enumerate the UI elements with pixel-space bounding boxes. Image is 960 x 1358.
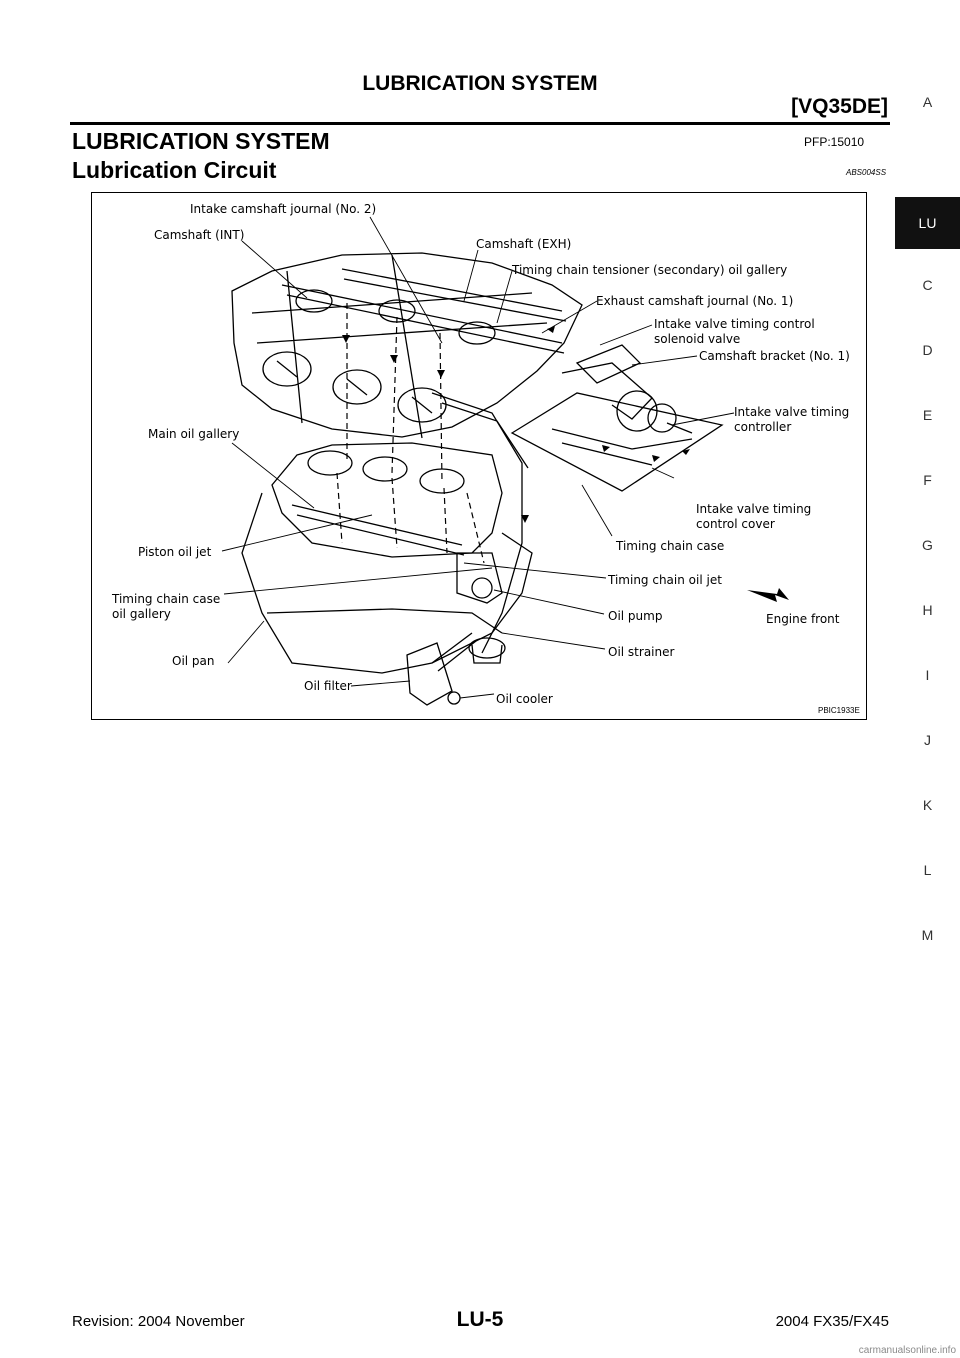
engine-diagram (92, 193, 866, 719)
label-timing-chain-case-2: Timing chain case (112, 592, 221, 606)
subsection-title: Lubrication Circuit (72, 157, 277, 183)
label-timing-chain-case: Timing chain case (616, 539, 725, 553)
tab-lu[interactable]: LU (895, 197, 960, 249)
label-oil-strainer: Oil strainer (608, 645, 675, 659)
label-timing-chain-oil-jet: Timing chain oil jet (608, 573, 722, 587)
label-oil-cooler: Oil cooler (496, 692, 553, 706)
subsection-ref: ABS004SS (846, 168, 887, 177)
label-oil-gallery: oil gallery (112, 607, 171, 621)
figure-id: PBIC1933E (818, 706, 860, 715)
label-oil-pump: Oil pump (608, 609, 663, 623)
footer-model: 2004 FX35/FX45 (775, 1313, 889, 1330)
label-engine-front: Engine front (766, 612, 840, 626)
label-intake-valve-timing: Intake valve timing (734, 405, 850, 419)
tab-d[interactable]: D (922, 342, 933, 358)
section-title: LUBRICATION SYSTEM (72, 128, 330, 154)
label-camshaft-int: Camshaft (INT) (154, 228, 245, 242)
running-header-title: LUBRICATION SYSTEM (362, 72, 598, 95)
label-timing-chain-tensioner-oil-gallery: Timing chain tensioner (secondary) oil gallery (512, 263, 788, 277)
label-piston-oil-jet: Piston oil jet (138, 545, 212, 559)
label-camshaft-exh: Camshaft (EXH) (476, 237, 572, 251)
header-rule (70, 122, 890, 125)
tab-k[interactable]: K (922, 797, 933, 813)
engine-code: [VQ35DE] (791, 95, 888, 118)
section-ref: PFP:15010 (804, 135, 865, 149)
label-intake-valve-timing-control: Intake valve timing control (654, 317, 815, 331)
tab-h[interactable]: H (922, 602, 933, 618)
tab-g[interactable]: G (922, 537, 933, 553)
tab-c[interactable]: C (922, 277, 933, 293)
label-oil-pan: Oil pan (172, 654, 215, 668)
label-main-oil-gallery: Main oil gallery (148, 427, 240, 441)
label-control-cover: control cover (696, 517, 775, 531)
label-controller: controller (734, 420, 792, 434)
footer-page-number: LU-5 (456, 1308, 504, 1331)
tab-i[interactable]: I (925, 667, 930, 683)
lubrication-circuit-figure (91, 192, 867, 720)
label-oil-filter: Oil filter (304, 679, 352, 693)
tab-l[interactable]: L (923, 862, 932, 878)
footer-revision: Revision: 2004 November (72, 1313, 245, 1330)
tab-a[interactable]: A (922, 94, 933, 110)
label-intake-valve-timing-2: Intake valve timing (696, 502, 812, 516)
tab-j[interactable]: J (924, 732, 931, 748)
tab-e[interactable]: E (922, 407, 933, 423)
tab-f[interactable]: F (923, 472, 932, 488)
watermark: carmanualsonline.info (858, 1345, 956, 1356)
label-solenoid-valve: solenoid valve (654, 332, 741, 346)
label-camshaft-bracket-no1: Camshaft bracket (No. 1) (699, 349, 850, 363)
tab-m[interactable]: M (921, 927, 934, 943)
label-intake-camshaft-journal-no2: Intake camshaft journal (No. 2) (190, 202, 377, 216)
label-exhaust-camshaft-journal-no1: Exhaust camshaft journal (No. 1) (596, 294, 794, 308)
